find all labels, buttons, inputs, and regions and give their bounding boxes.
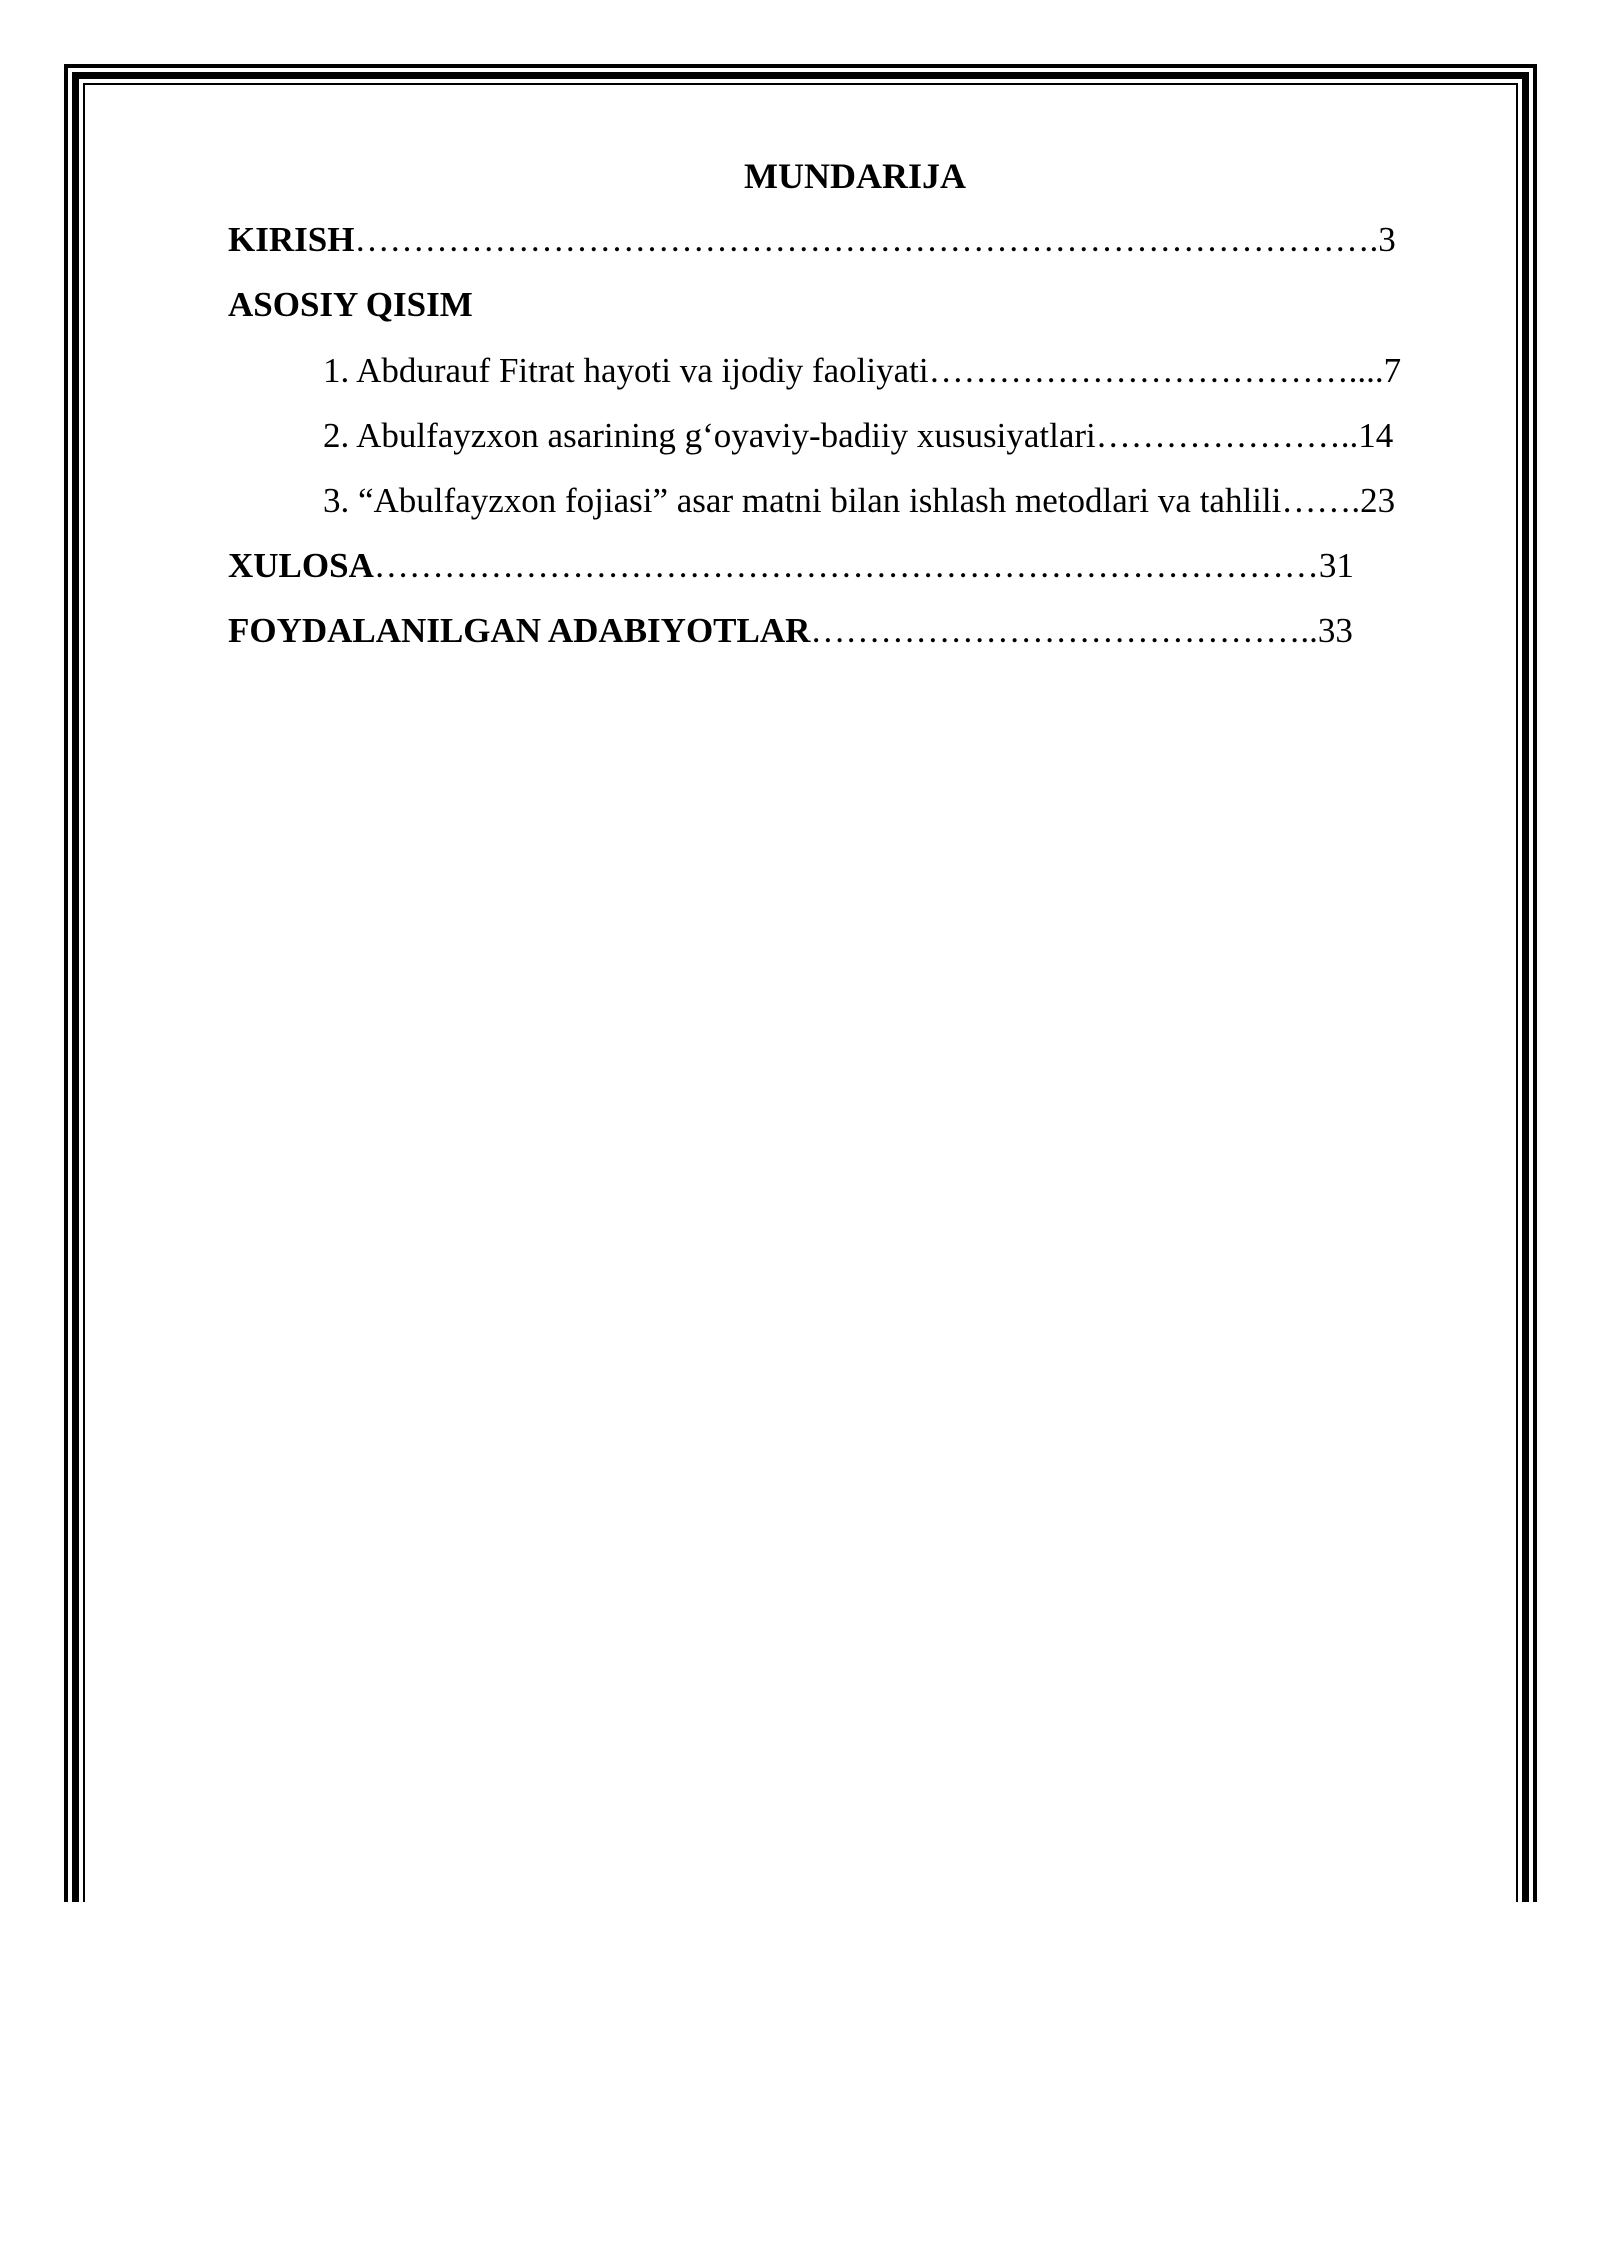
toc-entry-title: ASOSIY QISIM <box>228 285 473 324</box>
toc-page-number: 3 <box>1378 220 1396 259</box>
toc-dot-leader: …………………………………….. <box>810 611 1318 650</box>
toc-entry-title: 1. Abdurauf Fitrat hayoti va ijodiy faoliyati <box>323 351 929 390</box>
toc-dot-leader: ………………….. <box>1095 416 1359 455</box>
toc-entry-title: KIRISH <box>228 220 355 259</box>
toc-entry-section-1[interactable] <box>323 345 1401 397</box>
toc-entry-section-3[interactable] <box>323 475 1395 527</box>
toc-entry-asosiy-qisim[interactable] <box>228 279 473 331</box>
toc-heading: MUNDARIJA <box>744 156 966 196</box>
toc-page-number: 31 <box>1318 546 1354 585</box>
toc-entry-kirish[interactable] <box>228 214 1396 266</box>
toc-entry-title: FOYDALANILGAN ADABIYOTLAR <box>228 611 811 650</box>
toc-page-number: 33 <box>1317 611 1353 650</box>
toc-page-number: 14 <box>1358 416 1394 455</box>
toc-page-number: 23 <box>1360 481 1396 520</box>
toc-dot-leader: ……………………………….... <box>928 351 1384 390</box>
toc-page-number: 7 <box>1383 351 1402 390</box>
toc-dot-leader: ……. <box>1281 481 1361 520</box>
toc-entry-title: XULOSA <box>228 546 374 585</box>
toc-entry-foydalanilgan-adabiyotlar[interactable] <box>228 605 1353 657</box>
toc-entry-section-2[interactable] <box>323 410 1393 462</box>
toc-entry-title: 3. “Abulfayzxon fojiasi” asar matni bilan ishlash metodlari va tahlili <box>323 481 1282 520</box>
toc-entry-title: 2. Abulfayzxon asarining g‘oyaviy-badiiy xususiyatlari <box>323 416 1096 455</box>
toc-dot-leader: ……………………………………………………………………………. <box>354 220 1379 259</box>
toc-dot-leader: ……………………………………………………………………… <box>373 546 1319 585</box>
toc-entry-xulosa[interactable] <box>228 540 1354 592</box>
